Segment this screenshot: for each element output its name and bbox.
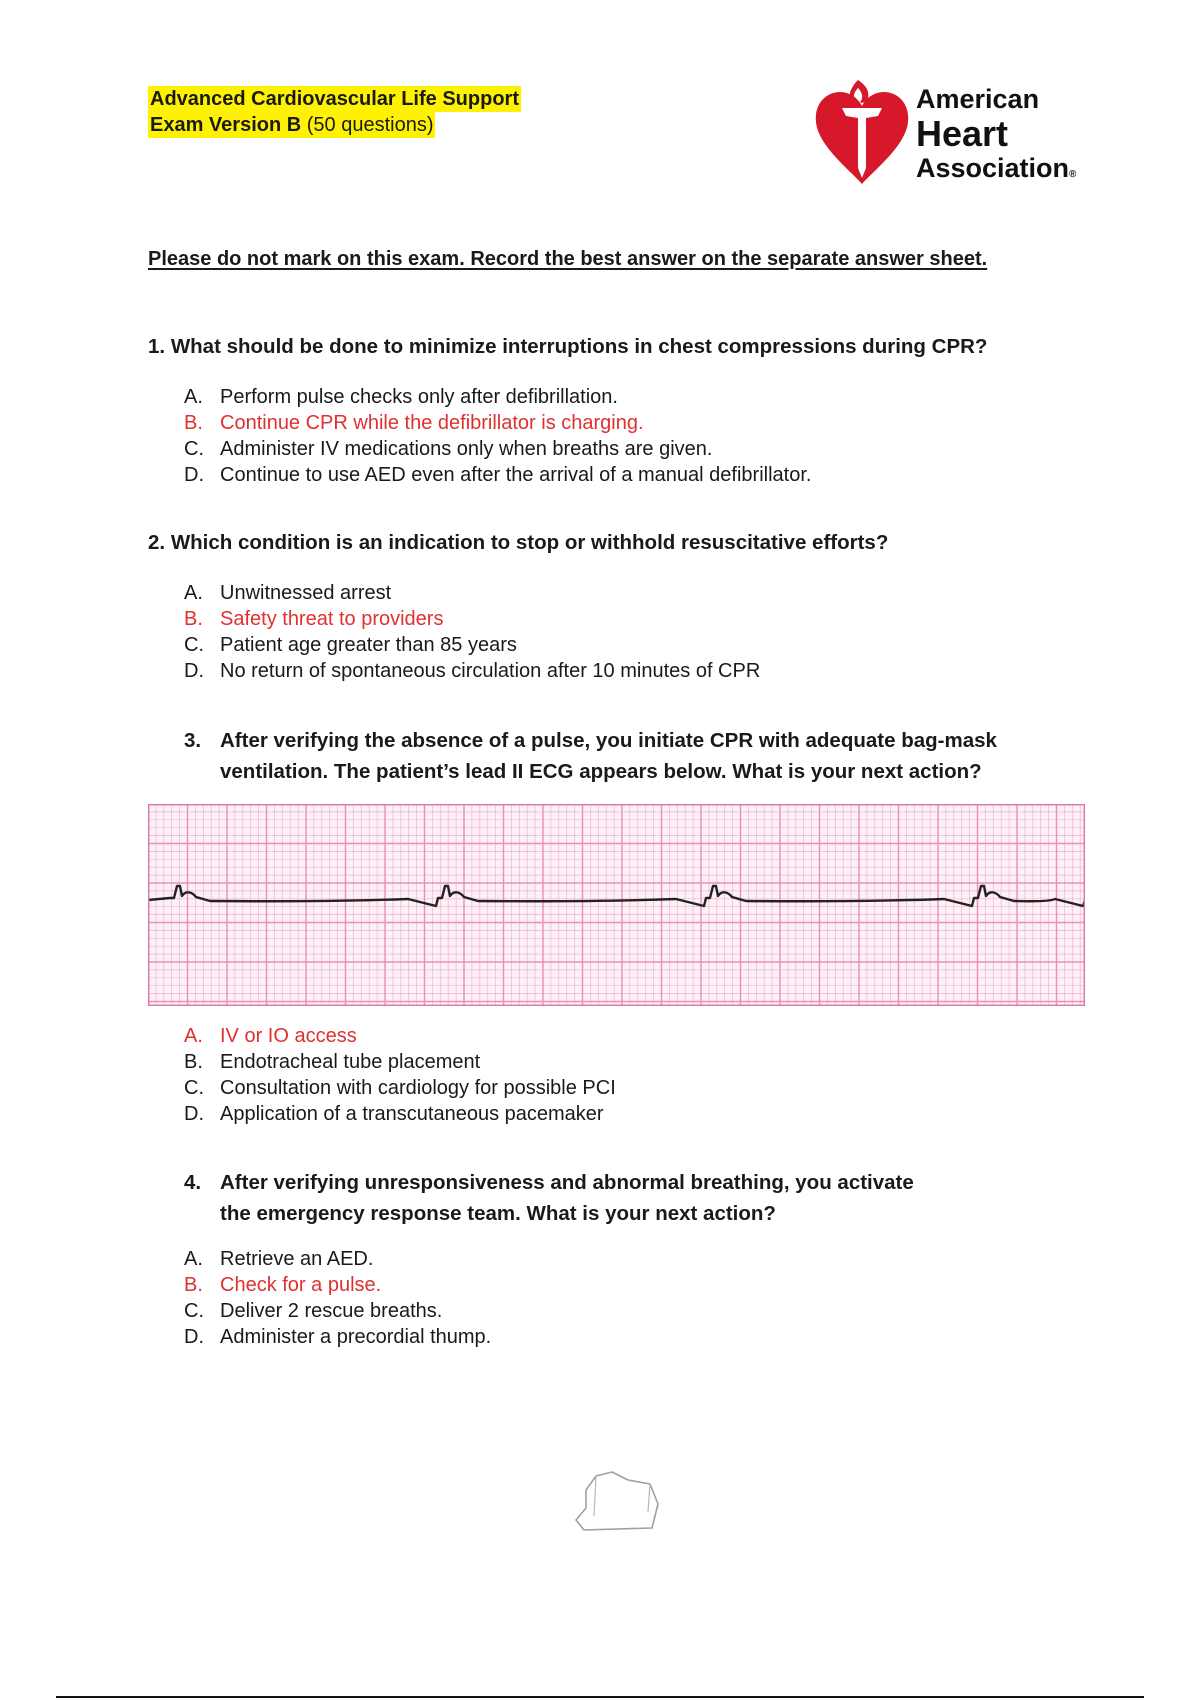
logo-line-american: American (916, 84, 1040, 114)
option-a: A. Unwitnessed arrest (184, 582, 392, 604)
question-4 (184, 1167, 992, 1229)
question-text-line1: After verifying the absence of a pulse, you initiate CPR with adequate bag-mask (220, 729, 997, 752)
option-b: B. Endotracheal tube placement (184, 1051, 481, 1073)
question-text-line2: ventilation. The patient’s lead II ECG appears below. What is your next action? (220, 760, 982, 783)
page-artifact-icon (572, 1468, 664, 1534)
exam-instruction: Please do not mark on this exam. Record the best answer on the separate answer sheet. (148, 248, 988, 270)
question-number: 4. (184, 1171, 202, 1194)
question-1-options (184, 384, 811, 488)
option-d: D. Continue to use AED even after the arrival of a manual defibrillator. (184, 464, 812, 486)
question-number: 1. (148, 335, 166, 358)
option-c: C. Patient age greater than 85 years (184, 634, 517, 656)
option-c: C. Deliver 2 rescue breaths. (184, 1300, 443, 1322)
registered-mark: ® (1069, 169, 1077, 180)
question-3 (184, 725, 1064, 787)
option-a: A. Perform pulse checks only after defibrillation. (184, 386, 618, 408)
ecg-paper (148, 804, 1085, 1006)
option-c: C. Administer IV medications only when breaths are given. (184, 438, 713, 460)
question-text: Which condition is an indication to stop or withhold resuscitative efforts? (170, 531, 889, 554)
question-4-options (184, 1246, 491, 1350)
exam-version: Exam Version B (150, 114, 302, 136)
logo-line-heart: Heart (916, 113, 1009, 154)
aha-logo (812, 76, 1102, 188)
logo-line-association: Association (916, 153, 1070, 183)
option-d: D. No return of spontaneous circulation after 10 minutes of CPR (184, 660, 761, 682)
aha-logo-text (916, 86, 1076, 182)
question-1 (148, 331, 987, 362)
option-b-correct: B. Safety threat to providers (184, 608, 444, 630)
exam-title-line1: Advanced Cardiovascular Life Support (150, 88, 519, 110)
question-number: 2. (148, 531, 166, 554)
exam-title (148, 86, 521, 138)
option-c: C. Consultation with cardiology for possible PCI (184, 1077, 616, 1099)
exam-title-line2 (148, 112, 435, 138)
question-3-options (184, 1023, 616, 1127)
option-d: D. Administer a precordial thump. (184, 1326, 492, 1348)
heart-torch-icon (812, 76, 912, 188)
option-a-correct: A. IV or IO access (184, 1025, 357, 1047)
question-2 (148, 527, 888, 558)
question-text-line2: the emergency response team. What is your next action? (220, 1202, 776, 1225)
option-b-correct: B. Continue CPR while the defibrillator is charging. (184, 412, 644, 434)
question-count: (50 questions) (301, 114, 434, 136)
option-d: D. Application of a transcutaneous pacemaker (184, 1103, 604, 1125)
question-number: 3. (184, 729, 202, 752)
ecg-rhythm-strip (148, 804, 1085, 1006)
question-2-options (184, 580, 760, 684)
footer-divider (56, 1696, 1144, 1698)
question-text-line1: After verifying unresponsiveness and abnormal breathing, you activate (220, 1171, 914, 1194)
option-a: A. Retrieve an AED. (184, 1248, 374, 1270)
question-text: What should be done to minimize interruptions in chest compressions during CPR? (170, 335, 988, 358)
option-b-correct: B. Check for a pulse. (184, 1274, 382, 1296)
